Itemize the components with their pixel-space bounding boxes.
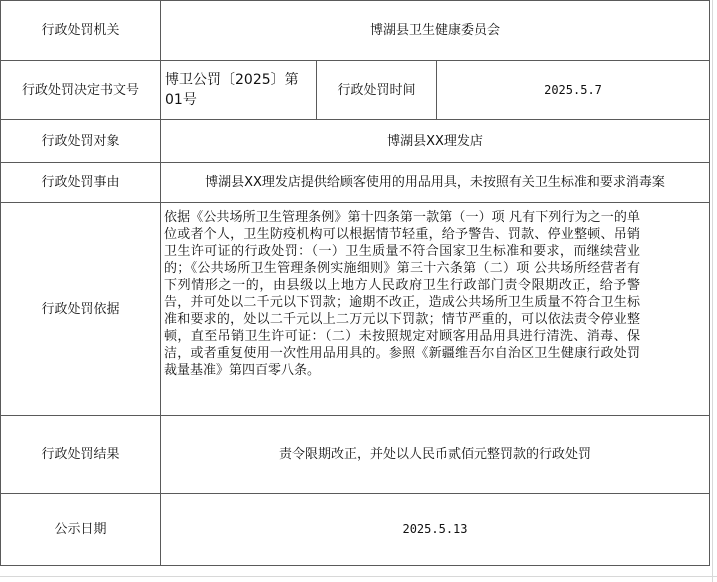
penalty-time-label: 行政处罚时间 (316, 60, 437, 120)
penalty-time-value: 2025.5.7 (436, 60, 710, 120)
publish-date-value: 2025.5.13 (160, 493, 710, 566)
grid-guide-right (712, 0, 713, 582)
decision-number-label: 行政处罚决定书文号 (0, 60, 161, 120)
basis-blank-cell (644, 202, 710, 416)
matter-label: 行政处罚事由 (0, 162, 161, 203)
target-value: 博湖县XX理发店 (160, 119, 710, 163)
grid-guide-bottom (0, 576, 717, 577)
decision-number-value: 博卫公罚〔2025〕第01号 (160, 60, 317, 120)
result-label: 行政处罚结果 (0, 415, 161, 494)
basis-label: 行政处罚依据 (0, 202, 161, 416)
basis-value: 依据《公共场所卫生管理条例》第十四条第一款第（一）项 凡有下列行为之一的单位或者个人，卫生防疫机构可以根据情节轻重，给予警告、罚款、停业整顿、吊销卫生许可证的行政处罚：（一）卫生质量不符合国家卫生标准和要求，而继续营业的；《公共场所卫生管理条例实施细则》第三十六条第（二）项 公共场所经营者有下列情形之一的，由县级以上地方人民政府卫生行政部门责令限期改正，给予警告，并可处以二千元以下罚款；逾期不改正，造成公共场所卫生质量不符合卫生标准和要求的，处以二千元以上二万元以下罚款；情节严重的，可以依法责令停业整顿，直至吊销卫生许可证：（二）未按照规定对顾客用品用具进行清洗、消毒、保洁，或者重复使用一次性用品用具的。参照《新疆维吾尔自治区卫生健康行政处罚裁量基准》第四百零八条。 (160, 202, 645, 416)
publish-date-label: 公示日期 (0, 493, 161, 566)
matter-value: 博湖县XX理发店提供给顾客使用的用品用具，未按照有关卫生标准和要求消毒案 (160, 162, 710, 203)
agency-label: 行政处罚机关 (0, 0, 161, 61)
agency-value: 博湖县卫生健康委员会 (160, 0, 710, 61)
target-label: 行政处罚对象 (0, 119, 161, 163)
result-value: 责令限期改正，并处以人民币贰佰元整罚款的行政处罚 (160, 415, 710, 494)
